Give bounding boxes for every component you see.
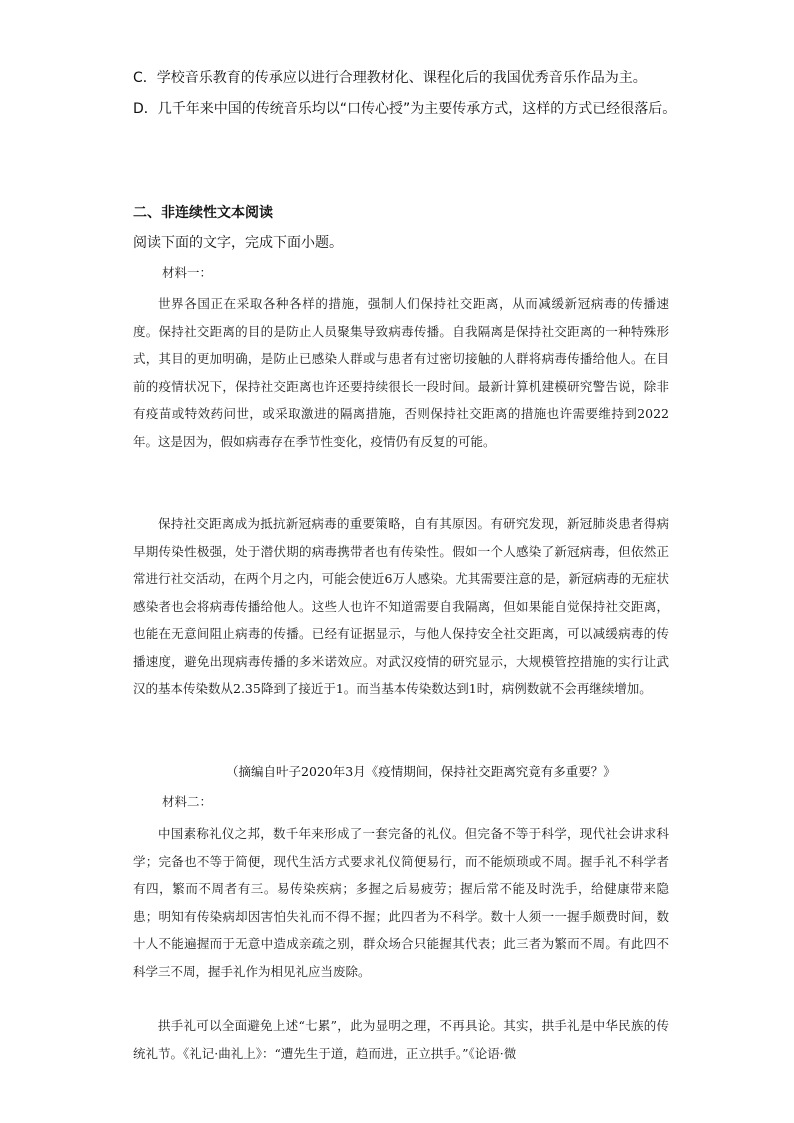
section-title: 二、非连续性文本阅读 [133,205,273,221]
material1-source: （摘编自叶子2020年3月《疫情期间，保持社交距离究竟有多重要？》 [226,764,616,779]
material2-paragraph-1: 中国素称礼仪之邦，数千年来形成了一套完备的礼仪。但完备不等于科学，现代社会讲求科学；完备也不等于简便，现代生活方式要求礼仪简便易行，而不能烦琐或不周。握手礼不科学者有四，繁而不周者有三。易传染疾病；多握之后易疲劳；握后常不能及时洗手，给健康带来隐患；明知有传染病却因害怕失礼而不得不握；此四者为不科学。数十人须一一握手颇费时间，数十人不能遍握而于无意中造成亲疏之别，群众场合只能握其代表；此三者为繁而不周。有此四不科学三不周，握手礼作为相见礼应当废除。 [133,826,669,979]
material1-paragraph-2: 保持社交距离成为抵抗新冠病毒的重要策略，自有其原因。有研究发现，新冠肺炎患者得病早期传染性极强，处于潜伏期的病毒携带者也有传染性。假如一个人感染了新冠病毒，但依然正常进行社交活动，在两个月之内，可能会使近6万人感染。尤其需要注意的是，新冠病毒的无症状感染者也会将病毒传播给他人。这些人也许不知道需要自我隔离，但如果能自觉保持社交距离，也能在无意间阻止病毒的传播。已经有证据显示，与他人保持安全社交距离，可以减缓病毒的传播速度，避免出现病毒传播的多米诺效应。对武汉疫情的研究显示，大规模管控措施的实行让武汉的基本传染数从2.35降到了接近于1。而当基本传染数达到1时，病例数就不会再继续增加。 [133,516,669,696]
option-c: C．学校音乐教育的传承应以进行合理教材化、课程化后的我国优秀音乐作品为主。 [133,70,647,86]
section-instruction: 阅读下面的文字，完成下面小题。 [133,235,343,251]
material2-paragraph-2: 拱手礼可以全面避免上述“七累”，此为显明之理，不再具论。其实，拱手礼是中华民族的传统礼节。《礼记·曲礼上》：“遭先生于道，趋而进，正立拱手。”《论语·微 [133,1018,669,1061]
option-d: D．几千年来中国的传统音乐均以“口传心授”为主要传承方式，这样的方式已经很落后。 [133,101,677,117]
material1-label: 材料一： [162,265,213,280]
material1-paragraph-1: 世界各国正在采取各种各样的措施，强制人们保持社交距离，从而减缓新冠病毒的传播速度。保持社交距离的目的是防止人员聚集导致病毒传播。自我隔离是保持社交距离的一种特殊形式，其目的更加明确，是防止已感染人群或与患者有过密切接触的人群将病毒传播给他人。在目前的疫情状况下，保持社交距离也许还要持续很长一段时间。最新计算机建模研究警告说，除非有疫苗或特效药问世，或采取激进的隔离措施，否则保持社交距离的措施也许需要维持到2022年。这是因为，假如病毒存在季节性变化，疫情仍有反复的可能。 [133,296,669,449]
material2-label: 材料二： [162,794,213,809]
